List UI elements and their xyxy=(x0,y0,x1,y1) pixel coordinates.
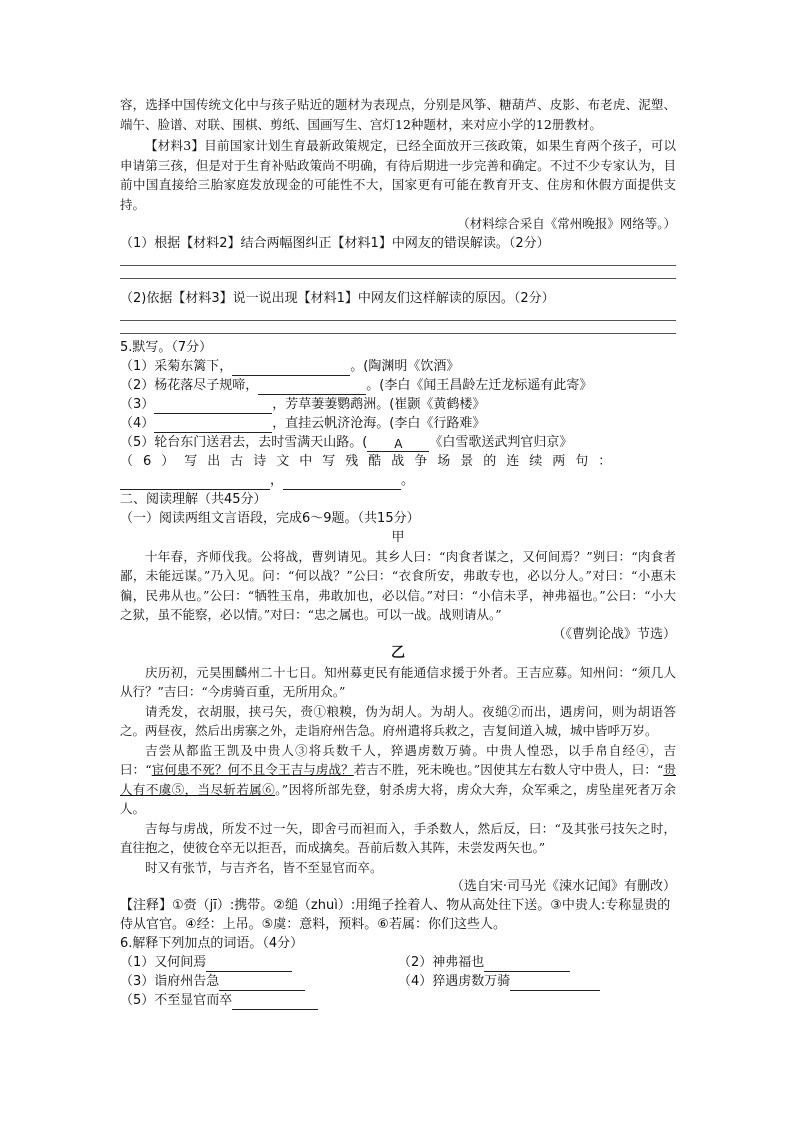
material-3: 【材料3】目前国家计划生育最新政策规定，已经全面放开三孩政策，如果生育两个孩子，可以申请第三孩，但是对于生育补贴政策尚不明确，有待后期进一步完善和确定。不过不少专家认为，目前中国直接给三胎家庭发放现金的可能性不大，国家更有可能在教育开支、住房和休假方面提供支持。 xyxy=(120,138,676,212)
passage-yi-p5: 时又有张节，与吉齐名，皆不至显官而卒。 xyxy=(145,859,383,875)
passage-yi-p4: 吉每与虏战，所发不过一矢，即舍弓而袒而入，手杀数人，然后反，曰：“及其张弓技矢之时，直往抱之，使彼仓卒无以拒吾，而成擒矣。吾前后数入其阵，未尝发两矢也。” xyxy=(120,820,676,855)
passage-jia: 十年春，齐师伐我。公将战，曹刿请见。其乡人曰：“肉食者谋之，又何间焉？”刿曰：“肉食者鄙，未能远谋。”乃入见。问：“何以战？”公曰：“衣食所安，弗敢专也，必以分人。”对曰：“小惠未徧，民弗从也。”公曰：“牺牲玉帛，弗敢加也，必以信。”对曰：“小信未孚，神弗福也。”公曰：“小大之狱，虽不能察，必以情。”对曰：“忠之属也。可以一战。战则请从。” xyxy=(120,548,676,622)
poem-line-6: （6）写出古诗文中写残酷战争场景的连续两句： xyxy=(120,453,622,469)
exam-page xyxy=(120,95,676,1010)
answer-line[interactable] xyxy=(120,278,676,279)
blank-field[interactable] xyxy=(154,418,272,433)
answer-line[interactable] xyxy=(120,333,676,334)
part-2-title: 二、阅读理解（共45分） xyxy=(120,491,267,507)
blank-field[interactable] xyxy=(510,976,600,991)
poem-line-4: （4） ，直挂云帆济沧海。(李白《行路难》 xyxy=(120,415,486,431)
poem-line-3: （3） ，芳草萋萋鹦鹉洲。(崔颢《黄鹤楼》 xyxy=(120,396,486,412)
underlined-sentence: 贵人有不虞⑤，当尽斩若属⑥ xyxy=(120,762,676,797)
part-2-subtitle: （一）阅读两组文言语段，完成6～9题。（共15分） xyxy=(120,510,420,526)
passage-yi-p2: 请秃发，衣胡服，挟弓矢，赍①粮糗，伪为胡人。为胡人。夜缒②而出，遇虏问，则为胡语答之。两昼夜，然后出虏寨之外，走诣府州告急。府州遣将兵救之，吉复间道入城，城中皆呼万岁。 xyxy=(120,703,676,738)
word-row-3: （5）不至显官而卒 xyxy=(120,991,676,1010)
blank-field[interactable] xyxy=(120,475,270,490)
blank-field[interactable] xyxy=(154,399,272,414)
annotations: 【注释】①赍（jī）:携带。②缒（zhuì）:用绳子拴着人、物从高处往下送。③中贵人:专称显贵的侍从官官。④经：上吊。⑤虞：意料，预料。⑥若属：你们这些人。 xyxy=(120,898,671,932)
passage-yi-heading: 乙 xyxy=(391,644,405,661)
passage-jia-source: （《曹刿论战》节选） xyxy=(552,626,676,642)
answer-line[interactable] xyxy=(120,320,676,321)
blank-field-a[interactable]: A xyxy=(367,437,429,452)
word-row-2: （3）诣府州告急 （4）猝遇虏数万骑 xyxy=(120,972,676,991)
poem-line-1: （1）采菊东篱下， 。(陶渊明《饮酒》 xyxy=(120,358,460,374)
answer-line[interactable] xyxy=(120,265,676,266)
question-6: 6.解释下列加点的词语。（4分） xyxy=(120,936,304,951)
blank-field[interactable] xyxy=(484,957,570,972)
material-source: （材料综合采自《常州晚报》网络等。） xyxy=(457,216,676,231)
poem-line-5: （5）轮台东门送君去，去时雪满天山路。( A 《白雪歌送武判官归京》 xyxy=(120,434,573,451)
blank-field[interactable] xyxy=(219,976,305,991)
question-5-title: 5.默写。（7分） xyxy=(120,339,213,355)
passage-yi-p1: 庆历初，元昊围麟州二十七日。知州募吏民有能通信求援于外者。王吉应募。知州问：“须几人从行？”吉曰：“今虏骑百重，无所用众。” xyxy=(120,664,676,699)
passage-yi-source: （选自宋·司马光《涑水记闻》有删改） xyxy=(450,879,676,894)
blank-field[interactable] xyxy=(283,475,401,490)
blank-field[interactable] xyxy=(206,957,292,972)
passage-jia-heading: 甲 xyxy=(391,529,405,545)
blank-field[interactable] xyxy=(258,380,366,395)
blank-field[interactable] xyxy=(232,361,350,376)
question-2: （2)依据【材料3】说一说出现【材料1】中网友们这样解读的原因。（2分） xyxy=(120,290,555,306)
underlined-sentence: 宦何患不死？何不且令王吉与虏战？ xyxy=(151,762,354,777)
material-2-tail: 容，选择中国传统文化中与孩子贴近的题材为表现点，分别是风筝、糖葫芦、皮影、布老虎、泥塑、端午、脸谱、对联、围棋、剪纸、国画写生、宫灯12种题材，来对应小学的12册教材。 xyxy=(120,97,676,132)
blank-field[interactable] xyxy=(232,995,318,1010)
poem-line-2: （2）杨花落尽子规啼， 。(李白《闻王昌龄左迁龙标遥有此寄》 xyxy=(120,377,593,393)
word-row-1: （1）又何间焉 （2）神弗福也 xyxy=(120,953,676,972)
question-1: （1）根据【材料2】结合两幅图纠正【材料1】中网友的错误解读。（2分） xyxy=(120,235,550,251)
poem-line-6-blanks: ， 。 xyxy=(120,471,676,490)
passage-yi-p3: 吉尝从都监王凯及中贵人③将兵数千人，猝遇虏数万骑。中贵人惶恐，以手帛自经④，吉曰：“宦何患不死？何不且令王吉与虏战？若吉不胜，死未晚也。”因使其左右数人守中贵人，曰：“贵人有不虞⑤，当尽斩若属⑥。”因将所部先登，射杀虏大将，虏众大奔，众军乘之，虏坠崖死者万余人。 xyxy=(120,742,676,816)
